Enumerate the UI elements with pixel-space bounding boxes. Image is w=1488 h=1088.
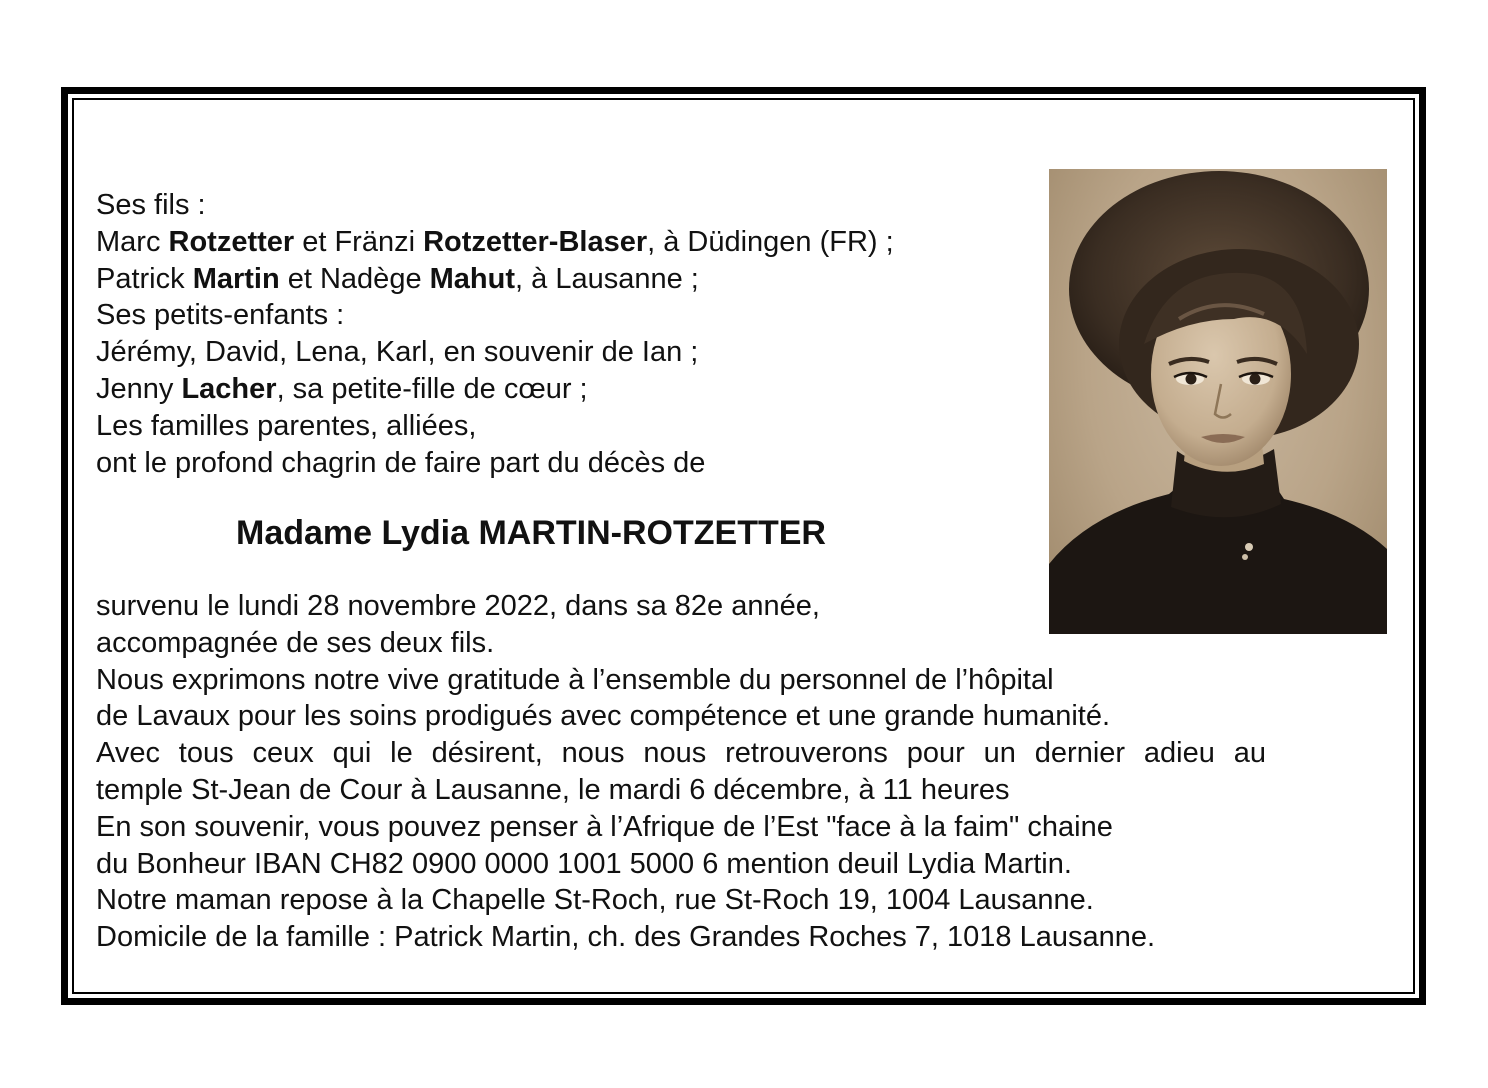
family-list: [96, 187, 894, 481]
body-line: Avec tous ceux qui le désirent, nous nous retrouverons pour un dernier adieu au: [96, 737, 1266, 770]
families-line: Les familles parentes, alliées,: [96, 409, 477, 442]
son-patrick-line: Patrick Martin et Nadège Mahut, à Lausanne ;: [96, 262, 699, 295]
body-line: En son souvenir, vous pouvez penser à l’Afrique de l’Est "face à la faim" chaine: [96, 810, 1113, 843]
notice-body: [96, 588, 1266, 956]
announcement-line: ont le profond chagrin de faire part du décès de: [96, 446, 706, 479]
body-line: accompagnée de ses deux fils.: [96, 626, 495, 659]
body-line: survenu le lundi 28 novembre 2022, dans sa 82e année,: [96, 590, 820, 622]
sons-heading: Ses fils :: [96, 189, 206, 221]
body-line: temple St-Jean de Cour à Lausanne, le mardi 6 décembre, à 11 heures: [96, 773, 1010, 806]
son-marc-line: Marc Rotzetter et Fränzi Rotzetter-Blaser, à Düdingen (FR) ;: [96, 225, 894, 258]
portrait-photo: [1049, 169, 1387, 634]
body-line: de Lavaux pour les soins prodigués avec compétence et une grande humanité.: [96, 700, 1111, 733]
grandchildren-names: Jérémy, David, Lena, Karl, en souvenir de Ian ;: [96, 336, 699, 369]
body-line: Notre maman repose à la Chapelle St-Roch, rue St-Roch 19, 1004 Lausanne.: [96, 884, 1094, 917]
body-line: Nous exprimons notre vive gratitude à l’ensemble du personnel de l’hôpital: [96, 663, 1054, 696]
grandchildren-heading: Ses petits-enfants :: [96, 299, 345, 332]
jenny-line: Jenny Lacher, sa petite-fille de cœur ;: [96, 372, 588, 405]
body-line: du Bonheur IBAN CH82 0900 0000 1001 5000 6 mention deuil Lydia Martin.: [96, 847, 1072, 880]
portrait-illustration: [1049, 169, 1387, 634]
deceased-name: Madame Lydia MARTIN-ROTZETTER: [236, 514, 826, 552]
body-line: Domicile de la famille : Patrick Martin, ch. des Grandes Roches 7, 1018 Lausanne.: [96, 921, 1156, 954]
